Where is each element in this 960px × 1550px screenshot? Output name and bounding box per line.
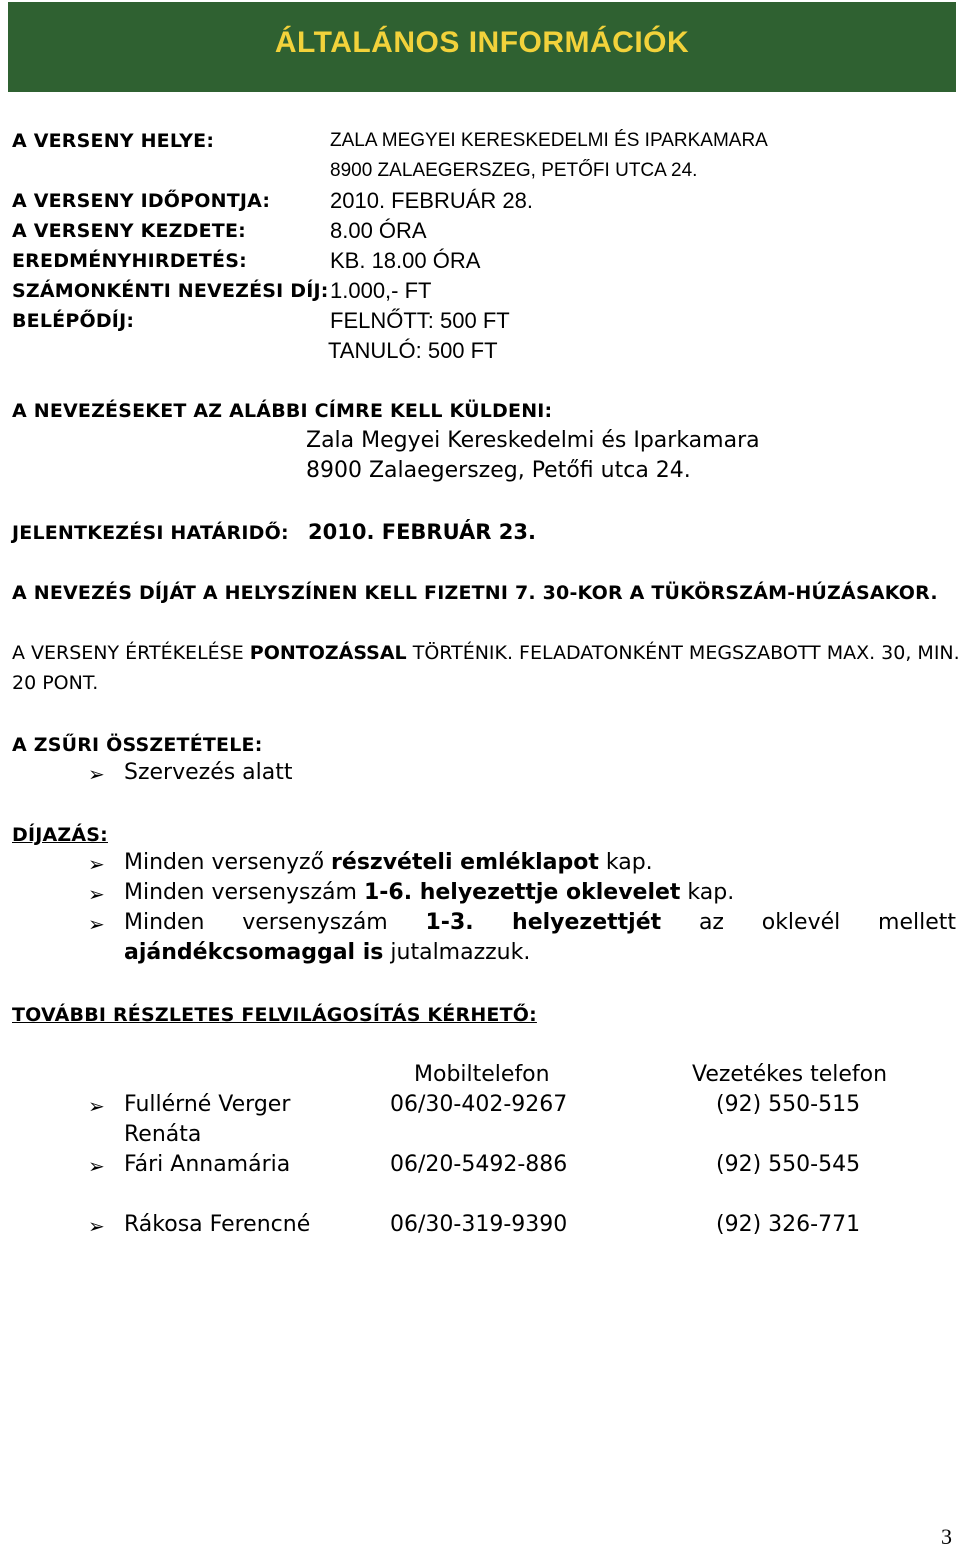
location-line2: 8900 ZALAEGERSZEG, PETŐFI UTCA 24. xyxy=(330,160,698,181)
fee-value: 1.000,- FT xyxy=(330,278,432,303)
contact-landline: (92) 550-515 xyxy=(716,1092,861,1117)
evaluation-part1: A VERSENY ÉRTÉKELÉSE xyxy=(12,642,250,664)
results-label: EREDMÉNYHIRDETÉS: xyxy=(12,250,247,272)
col-mobile-header: Mobiltelefon xyxy=(414,1062,550,1087)
arrowhead-bullet-icon: ➢ xyxy=(88,1094,105,1118)
arrowhead-bullet-icon: ➢ xyxy=(88,882,105,906)
contacts-heading: TOVÁBBI RÉSZLETES FELVILÁGOSÍTÁS KÉRHETŐ: xyxy=(12,1004,537,1026)
page-number: 3 xyxy=(941,1524,952,1549)
awards-item-1-bold: részvételi emléklapot xyxy=(331,850,599,875)
fee-label: SZÁMONKÉNTI NEVEZÉSI DÍJ: xyxy=(12,280,329,302)
start-value: 8.00 ÓRA xyxy=(330,218,427,243)
entry-student: TANULÓ: 500 FT xyxy=(328,338,498,363)
arrowhead-bullet-icon: ➢ xyxy=(88,912,105,936)
awards-item-3-line2 xyxy=(124,940,530,965)
awards-item-3-line2-bold: ajándékcsomaggal is xyxy=(124,940,384,965)
evaluation-part2: TÖRTÉNIK. FELADATONKÉNT MEGSZABOTT MAX. 30, MIN. xyxy=(406,642,960,664)
deadline-value: 2010. FEBRUÁR 23. xyxy=(308,520,536,544)
arrowhead-bullet-icon: ➢ xyxy=(88,852,105,876)
awards-item-3-post: az oklevél mellett xyxy=(661,910,956,935)
awards-item-1-pre: Minden versenyző xyxy=(124,850,332,875)
banner-title: ÁLTALÁNOS INFORMÁCIÓK xyxy=(274,26,690,59)
contact-name: Fári Annamária xyxy=(124,1152,291,1177)
awards-item-3 xyxy=(124,910,956,935)
results-value: KB. 18.00 ÓRA xyxy=(330,248,481,273)
evaluation-line1 xyxy=(12,642,960,664)
contact-name-cont: Renáta xyxy=(124,1122,202,1147)
contact-mobile: 06/30-319-9390 xyxy=(390,1212,568,1237)
awards-item-1 xyxy=(124,850,653,875)
contact-name: Fullérné Verger xyxy=(124,1092,291,1117)
evaluation-line2: 20 PONT. xyxy=(12,672,99,694)
date-value: 2010. FEBRUÁR 28. xyxy=(330,188,533,213)
contact-name: Rákosa Ferencné xyxy=(124,1212,311,1237)
payment-note: A NEVEZÉS DÍJÁT A HELYSZÍNEN KELL FIZETNI 7. 30-KOR A TÜKÖRSZÁM-HÚZÁSAKOR. xyxy=(12,582,938,604)
section-banner xyxy=(8,2,956,92)
jury-item: Szervezés alatt xyxy=(124,760,293,785)
deadline-label: JELENTKEZÉSI HATÁRIDŐ: xyxy=(12,522,289,544)
entry-adult: FELNŐTT: 500 FT xyxy=(330,308,510,333)
entry-label: BELÉPŐDÍJ: xyxy=(12,310,135,332)
col-landline-header: Vezetékes telefon xyxy=(692,1062,888,1087)
location-line1: ZALA MEGYEI KERESKEDELMI ÉS IPARKAMARA xyxy=(330,130,768,151)
arrowhead-bullet-icon: ➢ xyxy=(88,1154,105,1178)
location-label: A VERSENY HELYE: xyxy=(12,130,215,152)
contact-landline: (92) 326-771 xyxy=(716,1212,861,1237)
awards-item-3-line2-post: jutalmazzuk. xyxy=(383,940,531,965)
date-label: A VERSENY IDŐPONTJA: xyxy=(12,190,271,212)
send-to-heading: A NEVEZÉSEKET AZ ALÁBBI CÍMRE KELL KÜLDENI: xyxy=(12,400,553,422)
awards-item-2-post: kap. xyxy=(680,880,735,905)
awards-item-2-pre: Minden versenyszám xyxy=(124,880,364,905)
arrowhead-bullet-icon: ➢ xyxy=(88,762,105,786)
evaluation-bold: PONTOZÁSSAL xyxy=(249,642,407,664)
awards-item-1-post: kap. xyxy=(598,850,653,875)
contact-mobile: 06/20-5492-886 xyxy=(390,1152,568,1177)
contact-landline: (92) 550-545 xyxy=(716,1152,861,1177)
arrowhead-bullet-icon: ➢ xyxy=(88,1214,105,1238)
send-to-line1: Zala Megyei Kereskedelmi és Iparkamara xyxy=(306,428,760,453)
awards-item-3-pre: Minden versenyszám xyxy=(124,910,426,935)
awards-item-2 xyxy=(124,880,734,905)
contact-mobile: 06/30-402-9267 xyxy=(390,1092,568,1117)
awards-item-2-bold: 1-6. helyezettje oklevelet xyxy=(363,880,681,905)
start-label: A VERSENY KEZDETE: xyxy=(12,220,246,242)
awards-heading: DÍJAZÁS: xyxy=(12,824,108,846)
jury-heading: A ZSŰRI ÖSSZETÉTELE: xyxy=(12,734,263,756)
awards-item-3-bold: 1-3. helyezettjét xyxy=(425,910,662,935)
send-to-line2: 8900 Zalaegerszeg, Petőfi utca 24. xyxy=(306,458,691,483)
